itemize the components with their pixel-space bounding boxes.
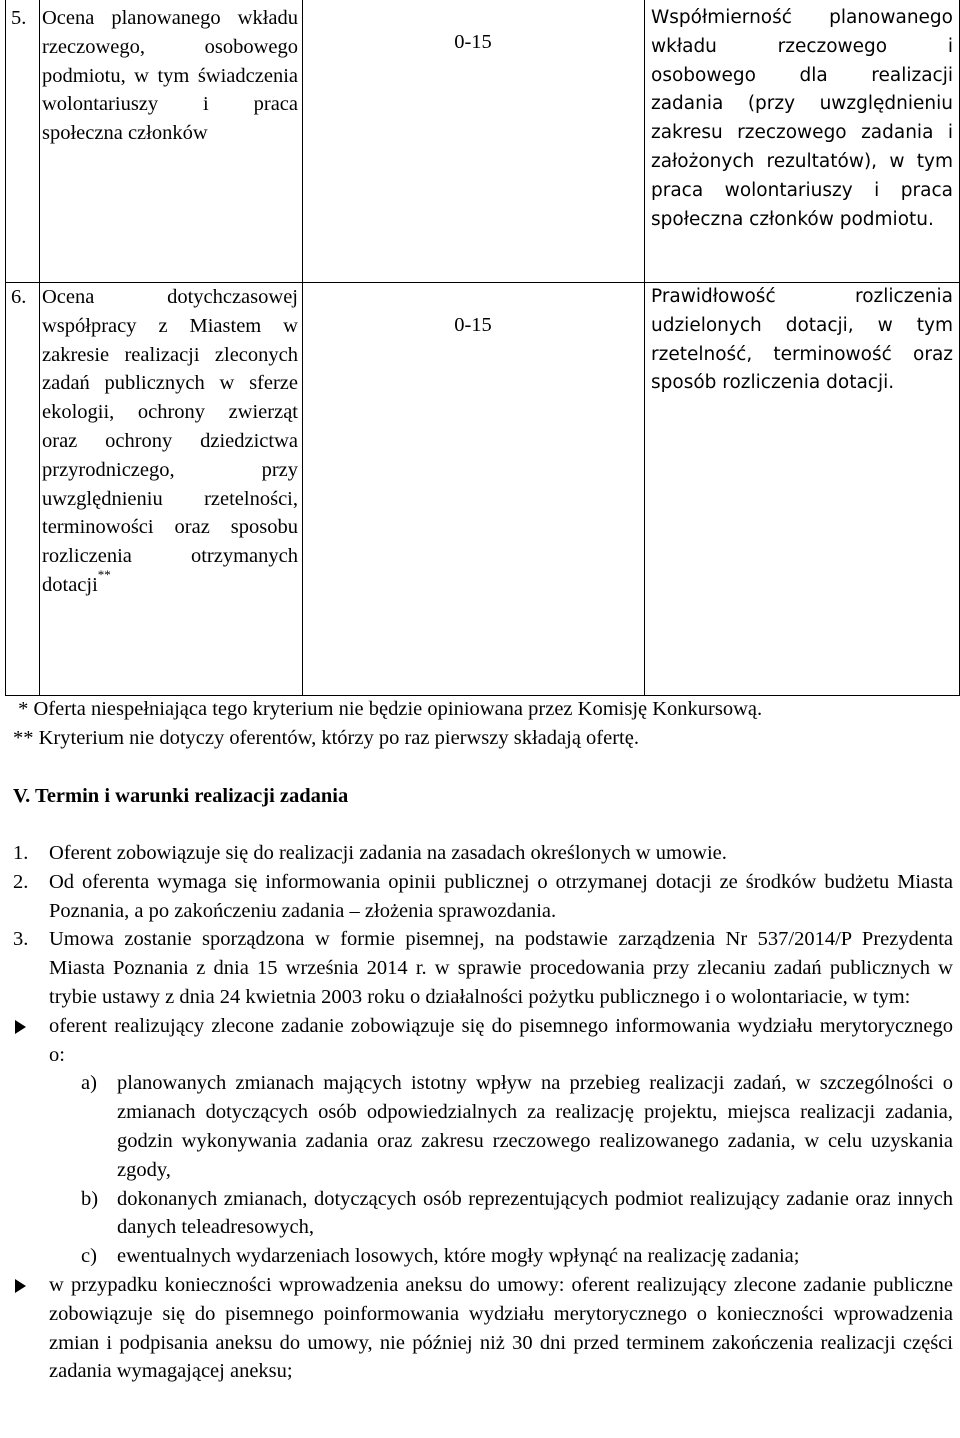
item-number: 1. (13, 842, 29, 864)
list-item (13, 839, 953, 868)
bullet-item (13, 1271, 953, 1386)
description-cell: Współmierność planowanego wkładu rzeczowego i osobowego dla realizacji zadania (przy uwzględnieniu zakresu rzeczowego zadania i założonych rezultatów), w tym praca wolontariuszy i praca społeczna członków podmiotu. (645, 0, 960, 283)
sub-item-text: ewentualnych wydarzeniach losowych, które mogły wpłynąć na realizację zadania; (117, 1245, 800, 1268)
sub-item (81, 1069, 953, 1184)
points-cell: 0-15 (303, 0, 645, 283)
bullet-text: oferent realizujący zlecone zadanie zobowiązuje się do pisemnego informowania wydziału merytorycznego o: (49, 1014, 953, 1066)
square-bullet-icon (13, 1012, 49, 1070)
bullet-text: w przypadku konieczności wprowadzenia aneksu do umowy: oferent realizujący zlecone zadanie publiczne zobowiązuje się do pisemnego poinformowania wydziału merytorycznego o konieczności wprowadzenia zmian i podpisania aneksu do umowy, nie później niż 30 dni przed terminem zakończenia realizacji części zadania wymagającej aneksu; (49, 1273, 953, 1383)
criterion-cell: Ocena planowanego wkładu rzeczowego, osobowego podmiotu, w tym świadczenia wolontariuszy i praca społeczna członków (40, 0, 303, 283)
sub-item (81, 1185, 953, 1243)
section-heading: V. Termin i warunki realizacji zadania (13, 785, 349, 807)
row-number: 5. (6, 0, 40, 283)
sub-item-text: dokonanych zmianach, dotyczących osób reprezentujących podmiot realizujący zadanie oraz innych danych teleadresowych, (117, 1187, 953, 1239)
sub-item-letter: b) (81, 1187, 99, 1210)
item-number: 3. (13, 928, 29, 951)
item-text: Oferent zobowiązuje się do realizacji zadania na zasadach określonych w umowie. (49, 842, 727, 864)
table-row (6, 283, 960, 696)
table-row (6, 0, 960, 283)
conditions-list (13, 839, 953, 1386)
sub-item-letter: c) (81, 1245, 97, 1268)
footnote-1: * Oferta niespełniająca tego kryterium nie będzie opiniowana przez Komisję Konkursową. (13, 698, 763, 720)
sub-item (81, 1242, 953, 1271)
points-cell: 0-15 (303, 283, 645, 696)
item-number: 2. (13, 870, 29, 893)
sub-item-text: planowanych zmianach mających istotny wpływ na przebieg realizacji zadań, w szczególności o zmianach dotyczących osób odpowiedzialnych za realizację projektu, miejsca realizacji zadania, godzin wykonywania zadania oraz zakresu rzeczowego realizowanego zadania, w celu uzyskania zgody, (117, 1072, 953, 1181)
footnote-2: ** Kryterium nie dotyczy oferentów, którzy po raz pierwszy składają ofertę. (13, 727, 639, 749)
criterion-cell (40, 283, 303, 696)
criteria-table (5, 0, 960, 696)
item-text: Od oferenta wymaga się informowania opinii publicznej o otrzymanej dotacji ze środków budżetu Miasta Poznania, a po zakończeniu zadania – złożenia sprawozdania. (49, 870, 953, 922)
criterion-text: Ocena dotychczasowej współpracy z Miastem w zakresie realizacji zleconych zadań publicznych w sferze ekologii, ochrony zwierząt oraz ochrony dziedzictwa przyrodniczego, przy uwzględnieniu rzetelności, terminowości oraz sposobu rozliczenia otrzymanych dotacji (42, 286, 298, 596)
row-number: 6. (6, 283, 40, 696)
description-cell: Prawidłowość rozliczenia udzielonych dotacji, w tym rzetelność, terminowość oraz sposób rozliczenia dotacji. (645, 283, 960, 696)
footnote-mark: ** (97, 567, 111, 583)
list-item (13, 868, 953, 926)
bullet-item (13, 1012, 953, 1070)
item-text: Umowa zostanie sporządzona w formie pisemnej, na podstawie zarządzenia Nr 537/2014/P Prezydenta Miasta Poznania z dnia 15 września 2014 r. w sprawie procedowania przy zlecaniu zadań publicznych w trybie ustawy z dnia 24 kwietnia 2003 roku o działalności pożytku publicznego i o wolontariacie, w tym: (49, 928, 953, 1008)
list-item (13, 925, 953, 1011)
square-bullet-icon (13, 1271, 49, 1386)
sub-item-letter: a) (81, 1072, 97, 1095)
